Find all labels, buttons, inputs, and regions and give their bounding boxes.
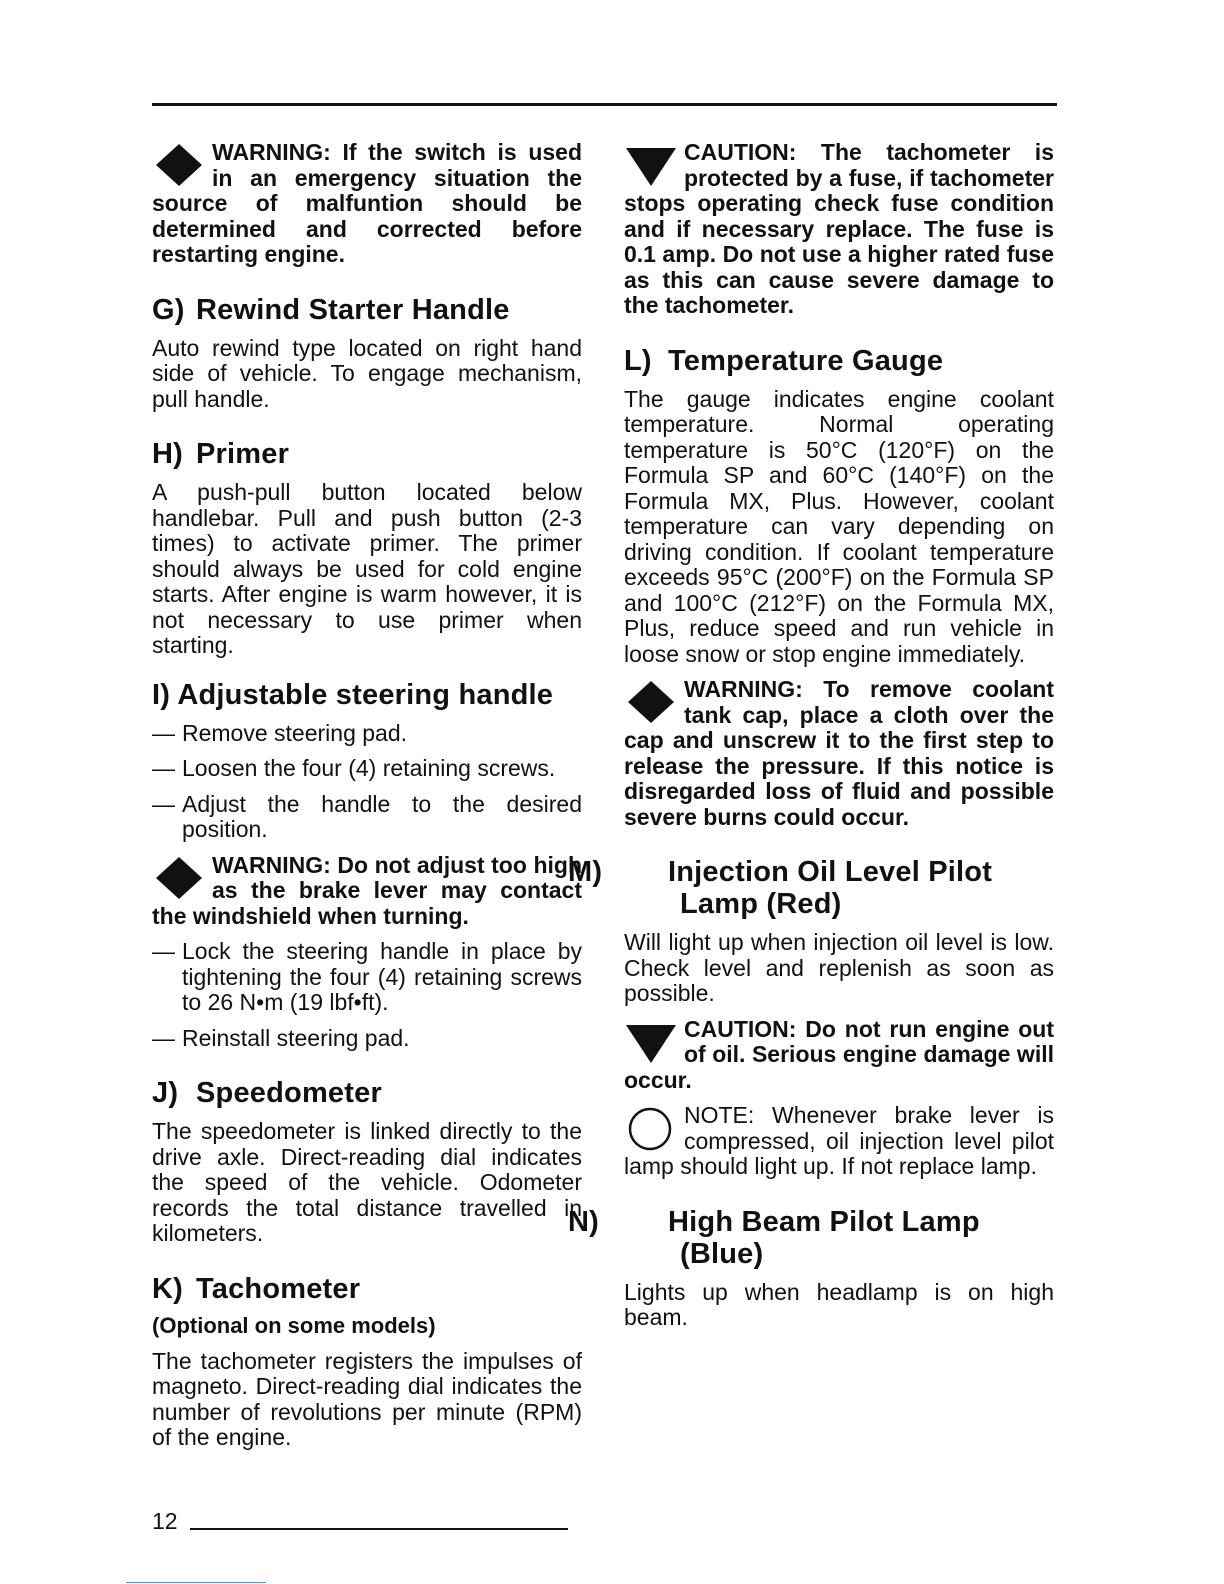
list-item: — Lock the steering handle in place by tightening the four (4) retaining screws to 26 N•m (19 lbf•ft). [152, 939, 582, 1016]
note-lead: NOTE: [684, 1102, 755, 1128]
section-h-body: A push-pull button located below handlebar. Pull and push button (2-3 times) to activate primer. The primer should always be used for cold engine starts. After engine is warm however, it is not necessary to use primer when starting. [152, 479, 582, 658]
list-item: — Loosen the four (4) retaining screws. [152, 756, 582, 782]
note-text: Whenever brake lever is compressed, oil injection level pilot lamp should light up. If not replace lamp. [624, 1102, 1054, 1179]
right-column [568, 139, 1054, 1331]
steering-steps-list-2 [152, 939, 582, 1051]
list-item: — Remove steering pad. [152, 721, 582, 747]
top-rule [152, 103, 1057, 106]
scan-artifact-line [126, 1582, 266, 1583]
caution-text: The tachometer is protected by a fuse, if tachometer stops operating check fuse condition and if necessary replace. The fuse is 0.1 amp. Do not use a higher rated fuse as this can cause severe damage to the tachometer. [624, 139, 1054, 318]
caution-text: Do not run engine out of oil. Serious engine damage will occur. [624, 1015, 1054, 1093]
section-l-body: The gauge indicates engine coolant temperature. Normal operating temperature is 50°C (120°F) on the Formula SP and 60°C (140°F) on the Formula MX, Plus. However, coolant temperature can vary depending on driving condition. If coolant temperature exceeds 95°C (200°F) on the Formula SP and 100°C (212°F) on the Formula MX, Plus, reduce speed and run vehicle in loose snow or stop engine immediately. [624, 385, 1054, 667]
footer-rule [190, 1528, 568, 1530]
caution-oil-notice [624, 1017, 1054, 1094]
warning-text: Do not adjust too high as the brake lever may contact the windshield when turning. [152, 851, 582, 929]
warning-lead: WARNING: [212, 139, 331, 165]
section-k-subtitle: (Optional on some models) [152, 1312, 436, 1338]
steering-steps-list [152, 721, 582, 843]
warning-lead: WARNING: [684, 676, 803, 702]
warning-diamond-icon [152, 855, 206, 901]
left-column [152, 140, 582, 1451]
warning-text: To remove coolant tank cap, place a cloth over the cap and unscrew it to the first step to release the pressure. If this notice is disregarded loss of fluid and possible severe burns could occur. [624, 676, 1054, 830]
warning-diamond-icon [152, 142, 206, 188]
section-j-body: The speedometer is linked directly to the drive axle. Direct-reading dial indicates the speed of the vehicle. Odometer records the total distance travelled in kilometers. [152, 1118, 582, 1246]
section-n-heading: N) High Beam Pilot Lamp (Blue) [568, 1205, 980, 1270]
list-item: — Reinstall steering pad. [152, 1026, 582, 1052]
caution-triangle-down-icon [624, 142, 678, 188]
section-m-body: Will light up when injection oil level is low. Check level and replenish as soon as possible. [624, 929, 1054, 1006]
section-m-heading: M) Injection Oil Level Pilot Lamp (Red) [568, 856, 993, 920]
warning-text: If the switch is used in an emergency situation the source of malfuntion should be determined and corrected before restarting engine. [152, 139, 582, 267]
section-k-body: The tachometer registers the impulses of magneto. Direct-reading dial indicates the number of revolutions per minute (RPM) of the engine. [152, 1347, 582, 1450]
warning-lead: WARNING: [212, 851, 331, 878]
caution-lead: CAUTION: [684, 1015, 797, 1042]
section-k-heading: K) Tachometer [152, 1272, 361, 1305]
warning-steering-notice [152, 853, 582, 930]
section-g-body: Auto rewind type located on right hand side of vehicle. To engage mechanism, pull handle. [152, 334, 582, 412]
section-g-heading: G) Rewind Starter Handle [152, 293, 510, 326]
note-circle-icon [624, 1105, 678, 1151]
caution-fuse-notice [624, 140, 1054, 319]
note-brake-notice [624, 1103, 1054, 1180]
warning-coolant-notice [624, 677, 1054, 830]
warning-diamond-icon [624, 679, 678, 725]
caution-lead: CAUTION: [684, 139, 797, 165]
warning-switch-notice [152, 140, 582, 268]
section-l-heading: L) Temperature Gauge [624, 344, 944, 377]
list-item: — Adjust the handle to the desired position. [152, 792, 582, 843]
section-i-heading: I) Adjustable steering handle [152, 678, 554, 711]
section-h-heading: H) Primer [152, 438, 290, 470]
caution-triangle-down-icon [624, 1019, 678, 1065]
section-j-heading: J) Speedometer [152, 1077, 382, 1109]
page-number: 12 [152, 1508, 178, 1534]
section-n-body: Lights up when headlamp is on high beam. [624, 1278, 1054, 1330]
